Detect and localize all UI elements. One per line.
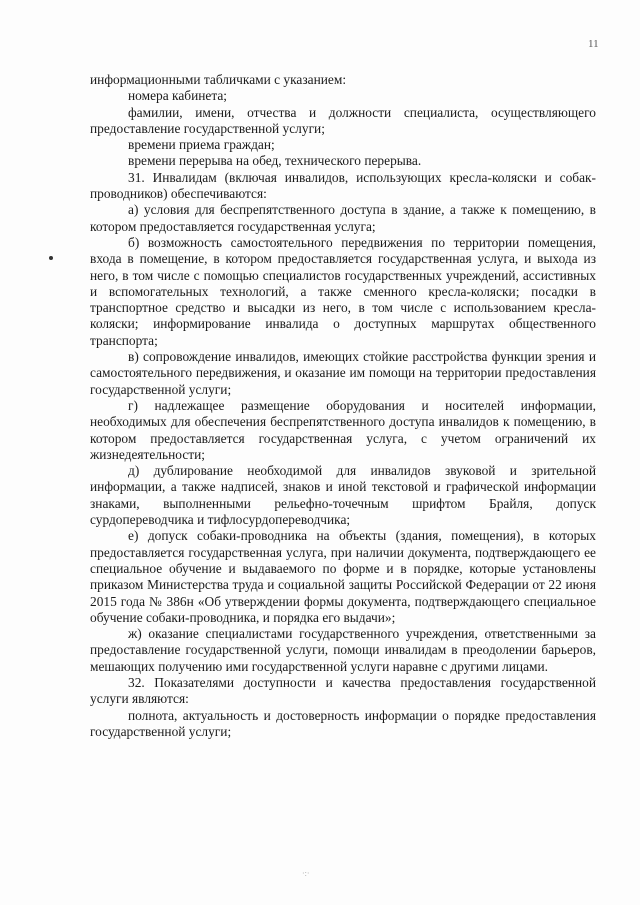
paragraph-continuation: информационными табличками с указанием: (90, 72, 347, 87)
paragraph-reception-time: времени приема граждан; (128, 137, 275, 153)
paragraph-item-31-b: б) возможность самостоятельного передвижения по территории помещения, входа в помещение, в котором предоставляется государственная услуга, и выхода из него, в том числе с помощью специалистов государственных учреждений, ассистивных и вспомогательных технологий, а также сменного кресла-коляски; посадки в транспортное средство и высадки из него, в том числе с использованием кресла-коляски; информирование инвалида о доступных маршрутах общественного транспорта; (90, 234, 596, 348)
paragraph-item-31-e: е) допуск собаки-проводника на объекты (здания, помещения), в которых предоставляется государственная услуга, при наличии документа, подтверждающего ее специальное обучение и выдаваемого по форме и в порядке, которые установлены приказом Министерства труда и социальной защиты Российской Федерации от 22 июня 2015 года № 386н «Об утверждении формы документа, подтверждающего специальное обучение собаки-проводника, и порядка его выдачи»; (90, 528, 596, 625)
paragraph-item-31: 31. Инвалидам (включая инвалидов, использующих кресла-коляски и собак-проводников) обеспечиваются: (90, 169, 596, 202)
paragraph-item-31-v: в) сопровождение инвалидов, имеющих стойкие расстройства функции зрения и самостоятельного передвижения, и оказание им помощи на территории предоставления государственной услуги; (90, 349, 596, 397)
margin-mark (49, 256, 53, 260)
paragraph-item-31-g: г) надлежащее размещение оборудования и носителей информации, необходимых для обеспечения беспрепятственного доступа инвалидов к помещению, в котором предоставляется государственная услуга, с учетом ограничений их жизнедеятельности; (90, 397, 596, 462)
paragraph-item-31-zh: ж) оказание специалистами государственного учреждения, ответственными за предоставление государственной услуги, помощи инвалидам в преодолении барьеров, мешающих получению ими государственной услуги наравне с другими лицами. (90, 626, 596, 674)
paragraph-item-31-a: а) условия для беспрепятственного доступа в здание, а также к помещению, в котором предоставляется государственная услуга; (90, 202, 596, 234)
scan-speck: ·:· (302, 869, 310, 878)
paragraph-specialist-name: фамилии, имени, отчества и должности специалиста, осуществляющего предоставление государственной услуги; (90, 104, 596, 136)
paragraph-break-time: времени перерыва на обед, технического перерыва. (128, 153, 422, 169)
paragraph-cabinet-number: номера кабинета; (128, 88, 228, 104)
paragraph-item-32: 32. Показателями доступности и качества предоставления государственной услуги являются: (90, 674, 596, 707)
paragraph-item-31-d: д) дублирование необходимой для инвалидов звуковой и зрительной информации, а также надписей, знаков и иной текстовой и графической информации знаками, выполненными рельефно-точечным шрифтом Брайля, допуск сурдопереводчика и тифлосурдопереводчика; (90, 463, 596, 528)
page-number: 11 (588, 38, 599, 50)
document-body (90, 72, 596, 740)
paragraph-item-32-completeness: полнота, актуальность и достоверность информации о порядке предоставления государственной услуги; (90, 707, 596, 739)
